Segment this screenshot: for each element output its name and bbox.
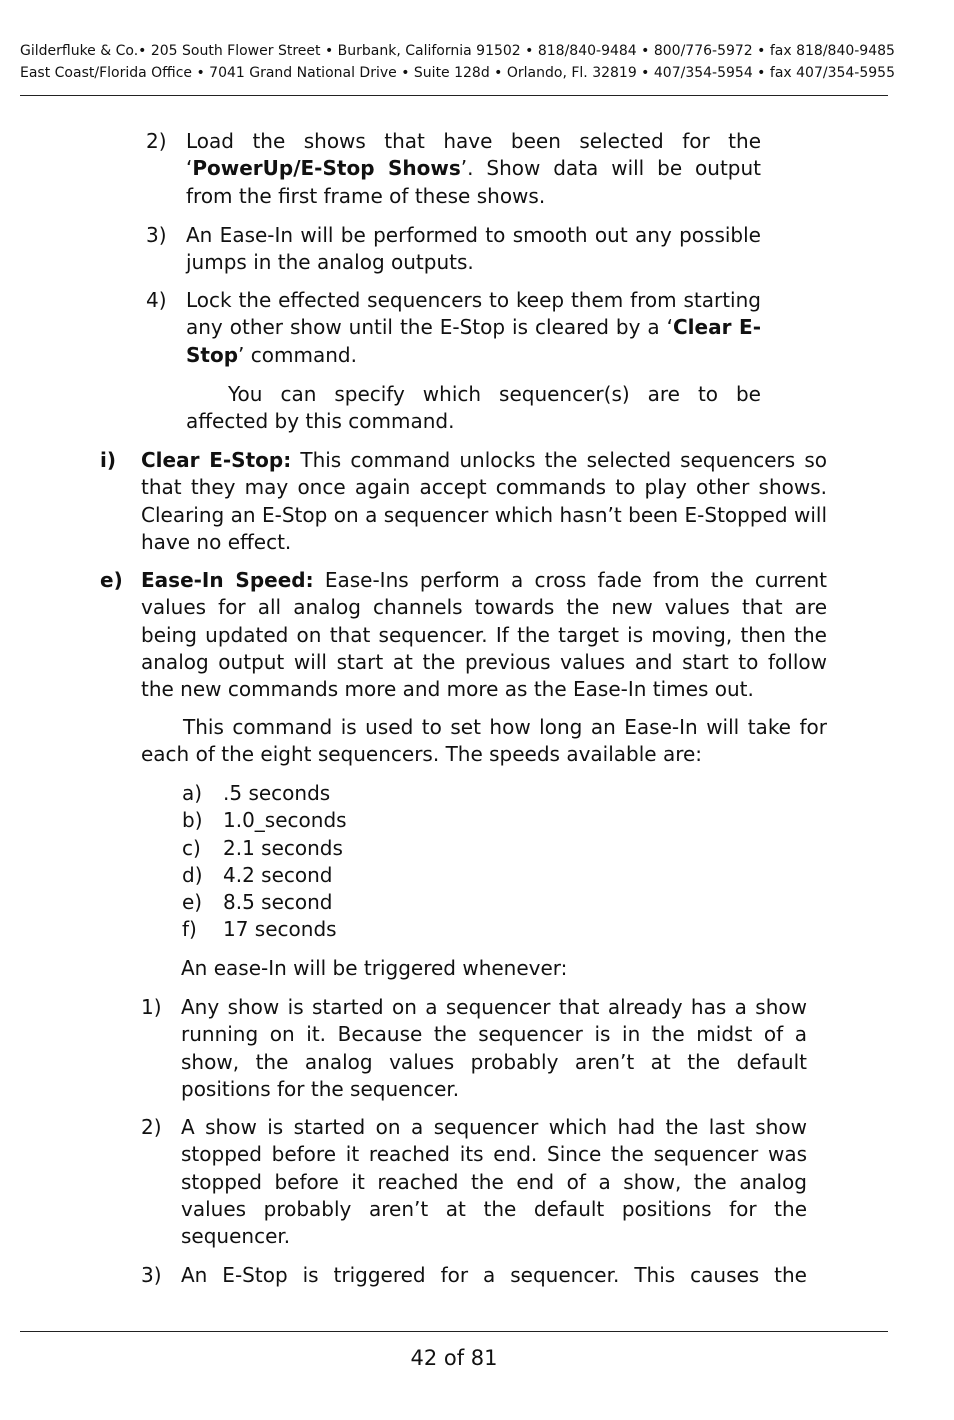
- step-text-part: Load the shows that have been selected for the ‘: [186, 129, 761, 181]
- step-text-bold: Clear E-Stop: [186, 315, 762, 367]
- option-text: 17 seconds: [223, 917, 337, 942]
- step-number: 3): [146, 223, 167, 247]
- footer-rule: [20, 1331, 888, 1332]
- step-number: 4): [146, 288, 167, 312]
- section-letter: i): [100, 448, 116, 472]
- letterhead: [20, 40, 895, 84]
- speed-option: [182, 807, 482, 834]
- step-text-part: Lock the effected sequencers to keep them from starting any other show until the E-Stop is cleared by a ‘: [186, 288, 761, 340]
- trigger-text: A show is started on a sequencer which had the last show stopped before it reached its end. Since the sequencer was stopped before it reached the end of a show, the analog values probably aren’t at the default positions for the sequencer.: [181, 1115, 807, 1249]
- option-letter: e): [182, 890, 203, 915]
- trigger-number: 3): [141, 1263, 162, 1287]
- speed-option: [182, 889, 482, 916]
- step-text: An Ease-In will be performed to smooth out any possible jumps in the analog outputs.: [186, 223, 761, 275]
- ease-in-text: [141, 567, 827, 703]
- section-letter: e): [100, 568, 123, 592]
- speed-list: [182, 780, 482, 944]
- option-text: .5 seconds: [223, 781, 331, 805]
- step-text-part: ’ command.: [238, 342, 357, 367]
- speed-option: [182, 916, 482, 943]
- speed-option: [182, 835, 482, 862]
- section-body: This command unlocks the selected sequencers so that they may once again accept commands to play other shows. Clearing an E-Stop on a sequencer which hasn’t been E-Stopped will have no effect.: [141, 448, 827, 554]
- option-text: 2.1 seconds: [223, 835, 343, 860]
- ease-in-usage: This command is used to set how long an Ease-In will take for each of the eight sequencers. The speeds available are:: [141, 715, 827, 767]
- section-title: Ease-In Speed:: [141, 568, 314, 592]
- trigger-text: An E-Stop is triggered for a sequencer. This causes the: [181, 1263, 807, 1287]
- step-text: [186, 128, 761, 210]
- trigger-intro: An ease-In will be triggered whenever:: [181, 956, 568, 980]
- step-text: [186, 287, 761, 369]
- option-text: 1.0_seconds: [223, 808, 347, 833]
- step-text-bold: PowerUp/E-Stop Shows: [192, 156, 461, 181]
- option-letter: f): [182, 917, 197, 942]
- trigger-number: 1): [141, 995, 162, 1019]
- page-number: 42 of 81: [410, 1346, 498, 1370]
- option-letter: a): [182, 781, 203, 805]
- option-letter: d): [182, 862, 203, 887]
- option-letter: c): [182, 835, 201, 860]
- speed-option: [182, 780, 482, 807]
- trigger-text: Any show is started on a sequencer that already has a show running on it. Because the sequencer is in the midst of a show, the analog values probably aren’t at the default positions for the sequencer.: [181, 995, 807, 1101]
- option-text: 8.5 second: [223, 890, 333, 915]
- specify-note: You can specify which sequencer(s) are to be affected by this command.: [186, 382, 761, 434]
- letterhead-main-office: Gilderfluke & Co.• 205 South Flower Street • Burbank, California 91502 • 818/840-9484 • 800/776-5972 • fax 818/840-9485: [20, 43, 895, 59]
- step-text-part: ’. Show data will be output from the first frame of these shows.: [186, 156, 761, 208]
- option-text: 4.2 second: [223, 862, 333, 887]
- section-body: Ease-Ins perform a cross fade from the current values for all analog channels towards the new values that are being updated on that sequencer. If the target is moving, then the analog output will start at the previous values and start to follow the new commands more and more as the Ease-In times out.: [141, 568, 828, 702]
- step-number: 2): [146, 129, 167, 153]
- trigger-number: 2): [141, 1115, 162, 1139]
- letterhead-east-coast-office: East Coast/Florida Office • 7041 Grand National Drive • Suite 128d • Orlando, Fl. 32819 • 407/354-5954 • fax 407/354-5955: [20, 65, 895, 81]
- section-title: Clear E-Stop:: [141, 448, 292, 472]
- speed-option: [182, 862, 482, 889]
- clear-estop-text: [141, 447, 827, 556]
- option-letter: b): [182, 808, 203, 833]
- header-rule: [20, 95, 888, 96]
